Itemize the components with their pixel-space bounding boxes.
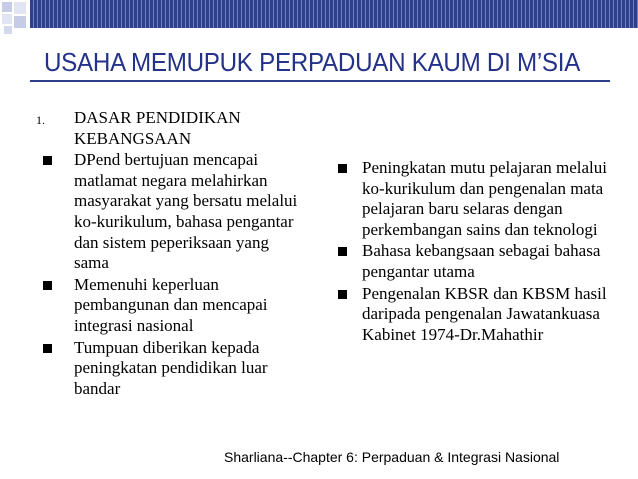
right-column [328,158,613,346]
bullet-item [32,150,302,274]
bullet-text: Tumpuan diberikan kepada peningkatan pendidikan luar bandar [74,337,268,398]
square-bullet-icon [338,247,347,256]
square-bullet-icon [338,290,347,299]
item-number: 1. [36,113,45,127]
decor-square [14,16,26,28]
square-bullet-icon [338,164,347,173]
decor-stripes [30,0,638,28]
bullet-item [32,275,302,337]
bullet-item [328,158,613,240]
slide-footer: Sharliana--Chapter 6: Perpaduan & Integrasi Nasional [224,449,560,465]
slide-title: USAHA MEMUPUK PERPADUAN KAUM DI M’SIA [44,47,581,77]
decor-square [2,2,12,12]
decor-square [2,14,12,24]
bullet-item [328,241,613,282]
numbered-item [32,108,302,149]
bullet-text: Memenuhi keperluan pembangunan dan mencapai integrasi nasional [74,274,268,335]
decor-square [4,26,12,34]
bullet-item [32,338,302,400]
bullet-text: Pengenalan KBSR dan KBSM hasil daripada pengenalan Jawatankuasa Kabinet 1974-Dr.Mahathir [362,283,607,344]
bullet-text: DPend bertujuan mencapai matlamat negara melahirkan masyarakat yang bersatu melalui ko-kurikulum, bahasa pengantar dan sistem peperiksaan yang sama [74,150,298,273]
left-column [32,108,302,400]
decor-square [14,2,26,14]
bullet-text: Bahasa kebangsaan sebagai bahasa pengantar utama [362,241,601,281]
bullet-text: Peningkatan mutu pelajaran melalui ko-kurikulum dan pengenalan mata pelajaran baru selaras dengan perkembangan sains dan teknologi [362,158,608,239]
square-bullet-icon [43,344,52,353]
bullet-item [328,284,613,346]
title-underline [30,80,610,82]
square-bullet-icon [43,156,52,165]
decorative-header-band [0,0,638,34]
square-bullet-icon [43,281,52,290]
item-text: DASAR PENDIDIKAN KEBANGSAAN [74,108,241,148]
